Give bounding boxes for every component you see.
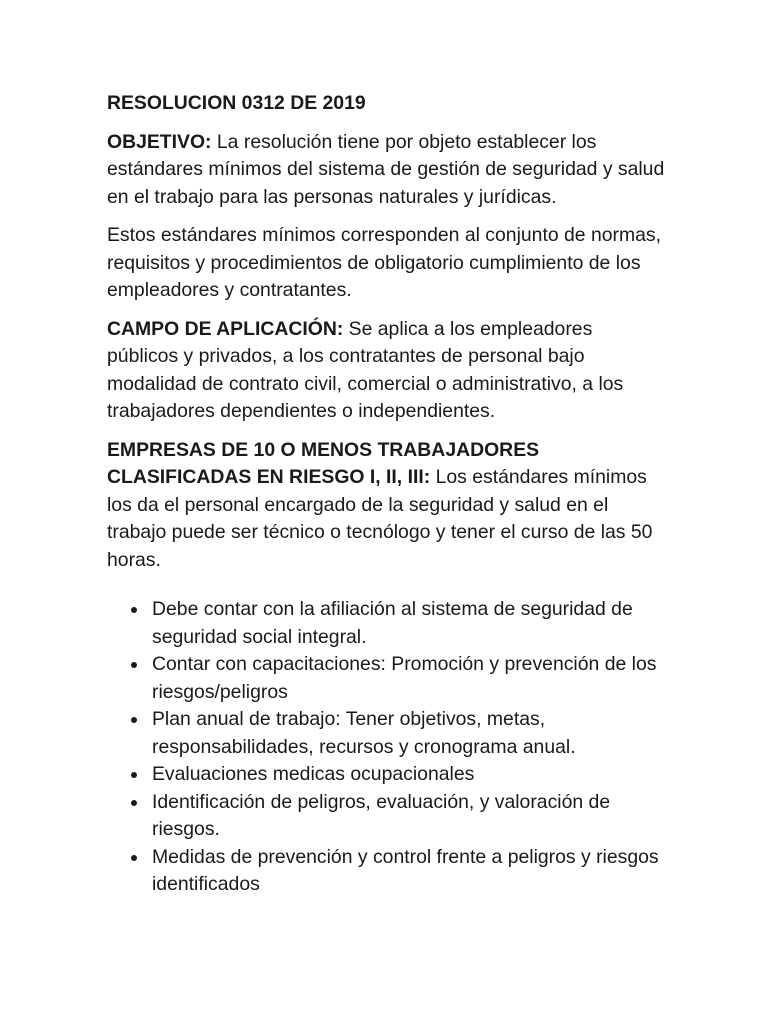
list-item: Evaluaciones medicas ocupacionales [152,761,667,789]
empresas-paragraph [107,437,667,575]
empresas-label: EMPRESAS DE 10 O MENOS TRABAJADORES CLASIFICADAS EN RIESGO I, II, III: [107,438,540,488]
objetivo-paragraph [107,129,667,212]
objetivo-label: OBJETIVO: [107,130,212,153]
document-page [107,90,667,899]
requirements-list [107,596,667,899]
list-item: Debe contar con la afiliación al sistema de seguridad de seguridad social integral. [152,596,667,651]
campo-paragraph [107,316,667,426]
document-title: RESOLUCION 0312 DE 2019 [107,92,366,114]
list-item: Identificación de peligros, evaluación, y valoración de riesgos. [152,789,667,844]
campo-label: CAMPO DE APLICACIÓN: [107,317,344,340]
objetivo-text: La resolución tiene por objeto establecer los estándares mínimos del sistema de gestión de seguridad y salud en el trabajo para las personas naturales y jurídicas. [107,130,665,208]
empresas-text: Los estándares mínimos los da el personal encargado de la seguridad y salud en el trabajo puede ser técnico o tecnólogo y tener el curso de las 50 horas. [107,466,653,571]
list-item: Medidas de prevención y control frente a peligros y riesgos identificados [152,844,667,899]
list-item: Plan anual de trabajo: Tener objetivos, metas, responsabilidades, recursos y cronograma anual. [152,706,667,761]
campo-text: Se aplica a los empleadores públicos y privados, a los contratantes de personal bajo modalidad de contrato civil, comercial o administrativo, a los trabajadores dependientes o independientes. [107,317,624,422]
list-item: Contar con capacitaciones: Promoción y prevención de los riesgos/peligros [152,651,667,706]
estandares-paragraph: Estos estándares mínimos corresponden al conjunto de normas, requisitos y procedimientos de obligatorio cumplimiento de los empleadores y contratantes. [107,224,662,301]
